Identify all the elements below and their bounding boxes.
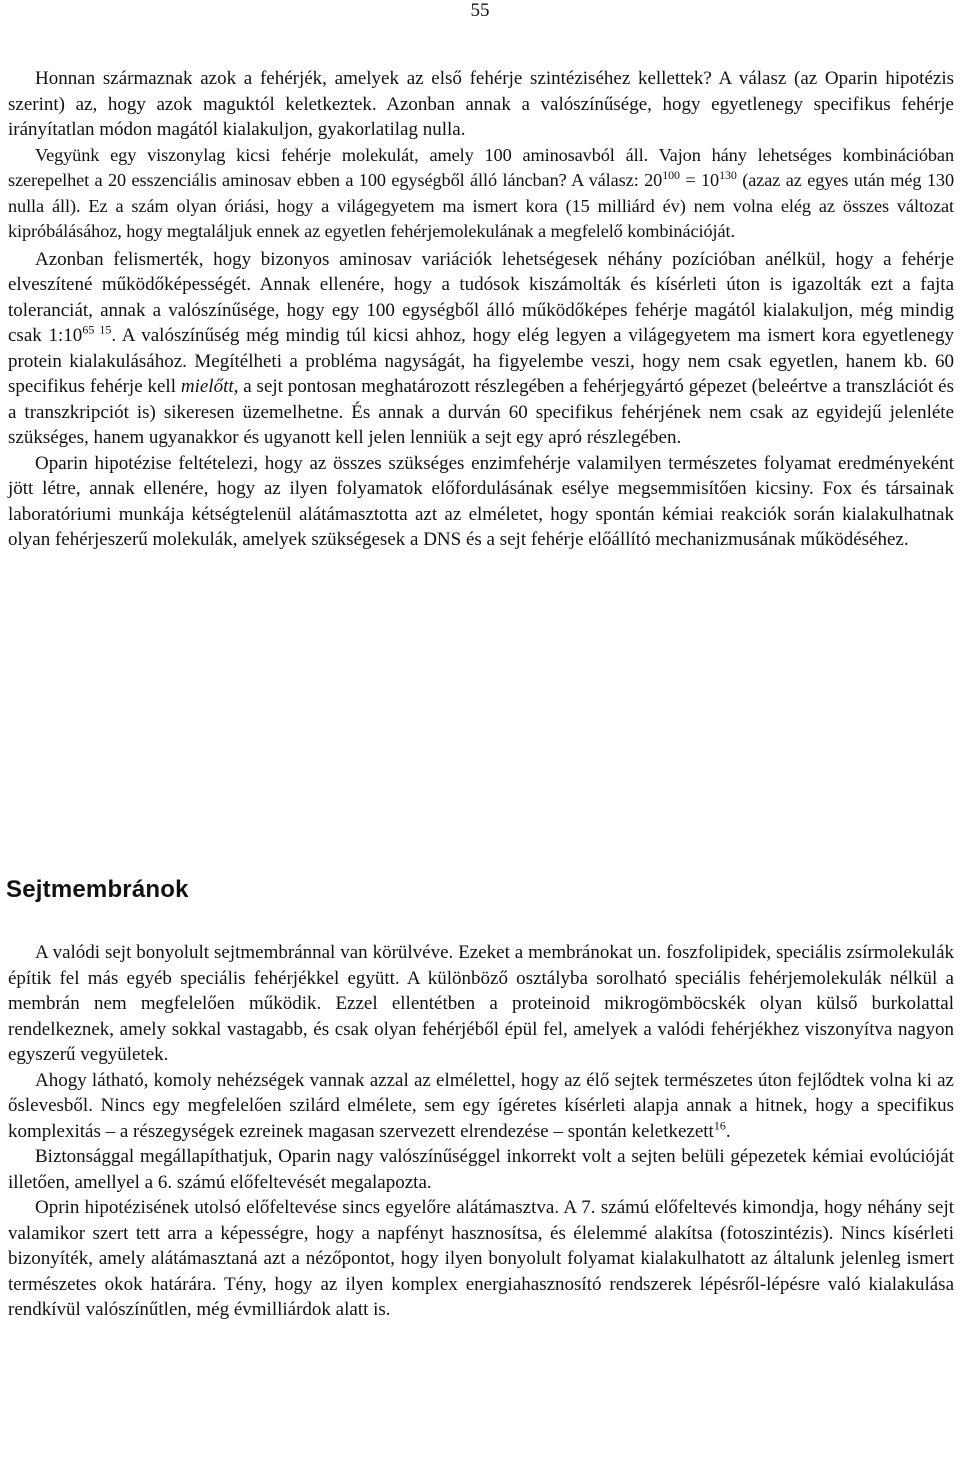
- paragraph-difficulties: [8, 1068, 954, 1145]
- tolerance-text-b: . A valószínűség még mindig túl kicsi ahhoz, hogy elég legyen a világegyetem ma ismert kora egyetlenegy protein kialakulásához. Megítélheti a probléma nagyságát, ha figyelembe veszi, hogy nem csak egyetlen, hanem kb. 60 specifikus fehérje kell: [8, 325, 955, 397]
- paragraph-tolerance: [8, 247, 954, 451]
- paragraph-combinations: [8, 143, 954, 245]
- exponent-65-footnote-15: 65 15: [82, 322, 112, 337]
- tolerance-text-c: , a sejt pontosan meghatározott részlegében a fehérjegyártó gépezet (beleértve a transzlációt és a transzkripciót is) sikeresen üzemelhetne. És annak a durván 60 specifikus fehérjének nem csak az egyidejű jelenléte szükséges, hanem ugyanakkor és ugyanott kell jelen lenniük a sejt egy apró részlegében.: [8, 376, 954, 448]
- paragraph-oparin-hypothesis: Oparin hipotézise feltételezi, hogy az összes szükséges enzimfehérje valamilyen természetes folyamat eredményeként jött létre, annak ellenére, hogy az ilyen folyamatok előfordulásának esélye megsemmisítően kicsiny. Fox és társainak laboratóriumi munkája kétségtelenül alátámasztotta azt az elméletet, hogy spontán kémiai reakciók során kialakulhatnak olyan fehérjeszerű molekulák, amelyek szükségesek a DNS és a sejt fehérje előállító mechanizmusának működéséhez.: [8, 452, 954, 550]
- footnote-16: 16: [713, 1118, 726, 1133]
- combinations-text-c: (azaz az egyes után még 130 nulla áll). Ez a szám olyan óriási, hogy a világegyetem ma ismert kora (15 milliárd év) nem volna elég az összes változat kipróbálásához, hogy megtaláljuk ennek az egyetlen fehérjemolekulának a megfelelő kombinációját.: [8, 170, 955, 241]
- paragraph-photosynthesis: Oprin hipotézisének utolsó előfeltevése sincs egyelőre alátámasztva. A 7. számú előfeltevés kimondja, hogy néhány sejt valamikor szert tett arra a képességre, hogy a napfényt hasznosítsa, és élelemmé alakítsa (fotoszintézis). Nincs kísérleti bizonyíték, amely alátámasztaná azt a nézőpontot, hogy ilyen bonyolult folyamat kialakulhatott az általunk jelenleg ismert természetes okok határára. Tény, hogy az ilyen komplex energiahasznosító rendszerek lépésről-lépésre való kialakulása rendkívül valószínűtlen, még évmilliárdok alatt is.: [8, 1197, 954, 1320]
- main-text: [8, 66, 954, 553]
- combinations-text-b: = 10: [679, 170, 720, 190]
- exponent-100: 100: [662, 167, 680, 182]
- difficulties-text-a: Ahogy látható, komoly nehézségek vannak azzal az elmélettel, hogy az élő sejtek természetes úton fejlődtek volna ki az őslevesből. Nincs egy megfelelően szilárd elmélete, sem egy ígéretes kísérleti alapja annak a hitnek, hogy a specifikus komplexitás – a részegységek ezreinek magasan szervezett elrendezése – spontán keletkezett: [8, 1069, 954, 1142]
- combinations-text-a: Vegyünk egy viszonylag kicsi fehérje molekulát, amely 100 aminosavból áll. Vajon hány lehetséges kombinációban szerepelhet a 20 esszenciális aminosav ebben a 100 egységből álló láncban? A válasz: 20: [8, 144, 954, 190]
- tolerance-text-a: Azonban felismerték, hogy bizonyos aminosav variációk lehetségesek néhány pozícióban anélkül, hogy a fehérje elveszítené működőképességét. Annak ellenére, hogy a tudósok kiszámolták és kísérleti úton is igazolták ezt a fajta toleranciát, annak a valószínűsége, hogy egy 100 egységből álló működőképes fehérje magától kialakuljon, még mindig csak 1:10: [8, 248, 954, 346]
- emphasis-mielott: mielőtt: [180, 376, 234, 397]
- difficulties-text-b: .: [725, 1120, 731, 1142]
- page-number: 55: [470, 0, 490, 21]
- section-body: [8, 940, 954, 1323]
- section-heading: Sejtmembránok: [6, 876, 189, 903]
- paragraph-membranes: A valódi sejt bonyolult sejtmembránnal van körülvéve. Ezeket a membránokat un. foszfolipidek, speciális zsírmolekulák építik fel más egyéb speciális fehérjékkel együtt. A különböző osztályba sorolható speciális fehérjemolekulák nélkül a membrán nem megfelelően működik. Ezzel ellentétben a proteinoid mikrogömböcskék olyan külső burkolattal rendelkeznek, amely sokkal vastagabb, és csak olyan fehérjéből épül fel, amelyek a valódi fehérjékhez viszonyítva nagyon egyszerű vegyületek.: [8, 942, 954, 1065]
- paragraph-conclusion: Biztonsággal megállapíthatjuk, Oparin nagy valószínűséggel inkorrekt volt a sejten belüli gépezetek kémiai evolúcióját illetően, amellyel a 6. számú előfeltevését megalapozta.: [8, 1146, 954, 1193]
- paragraph-origin-of-proteins: Honnan származnak azok a fehérjék, amelyek az első fehérje szintéziséhez kellettek? A válasz (az Oparin hipotézis szerint) az, hogy azok maguktól keletkeztek. Azonban annak a valószínűsége, hogy egyetlenegy specifikus fehérje irányítatlan módon magától kialakuljon, gyakorlatilag nulla.: [8, 68, 954, 140]
- exponent-130: 130: [719, 167, 737, 182]
